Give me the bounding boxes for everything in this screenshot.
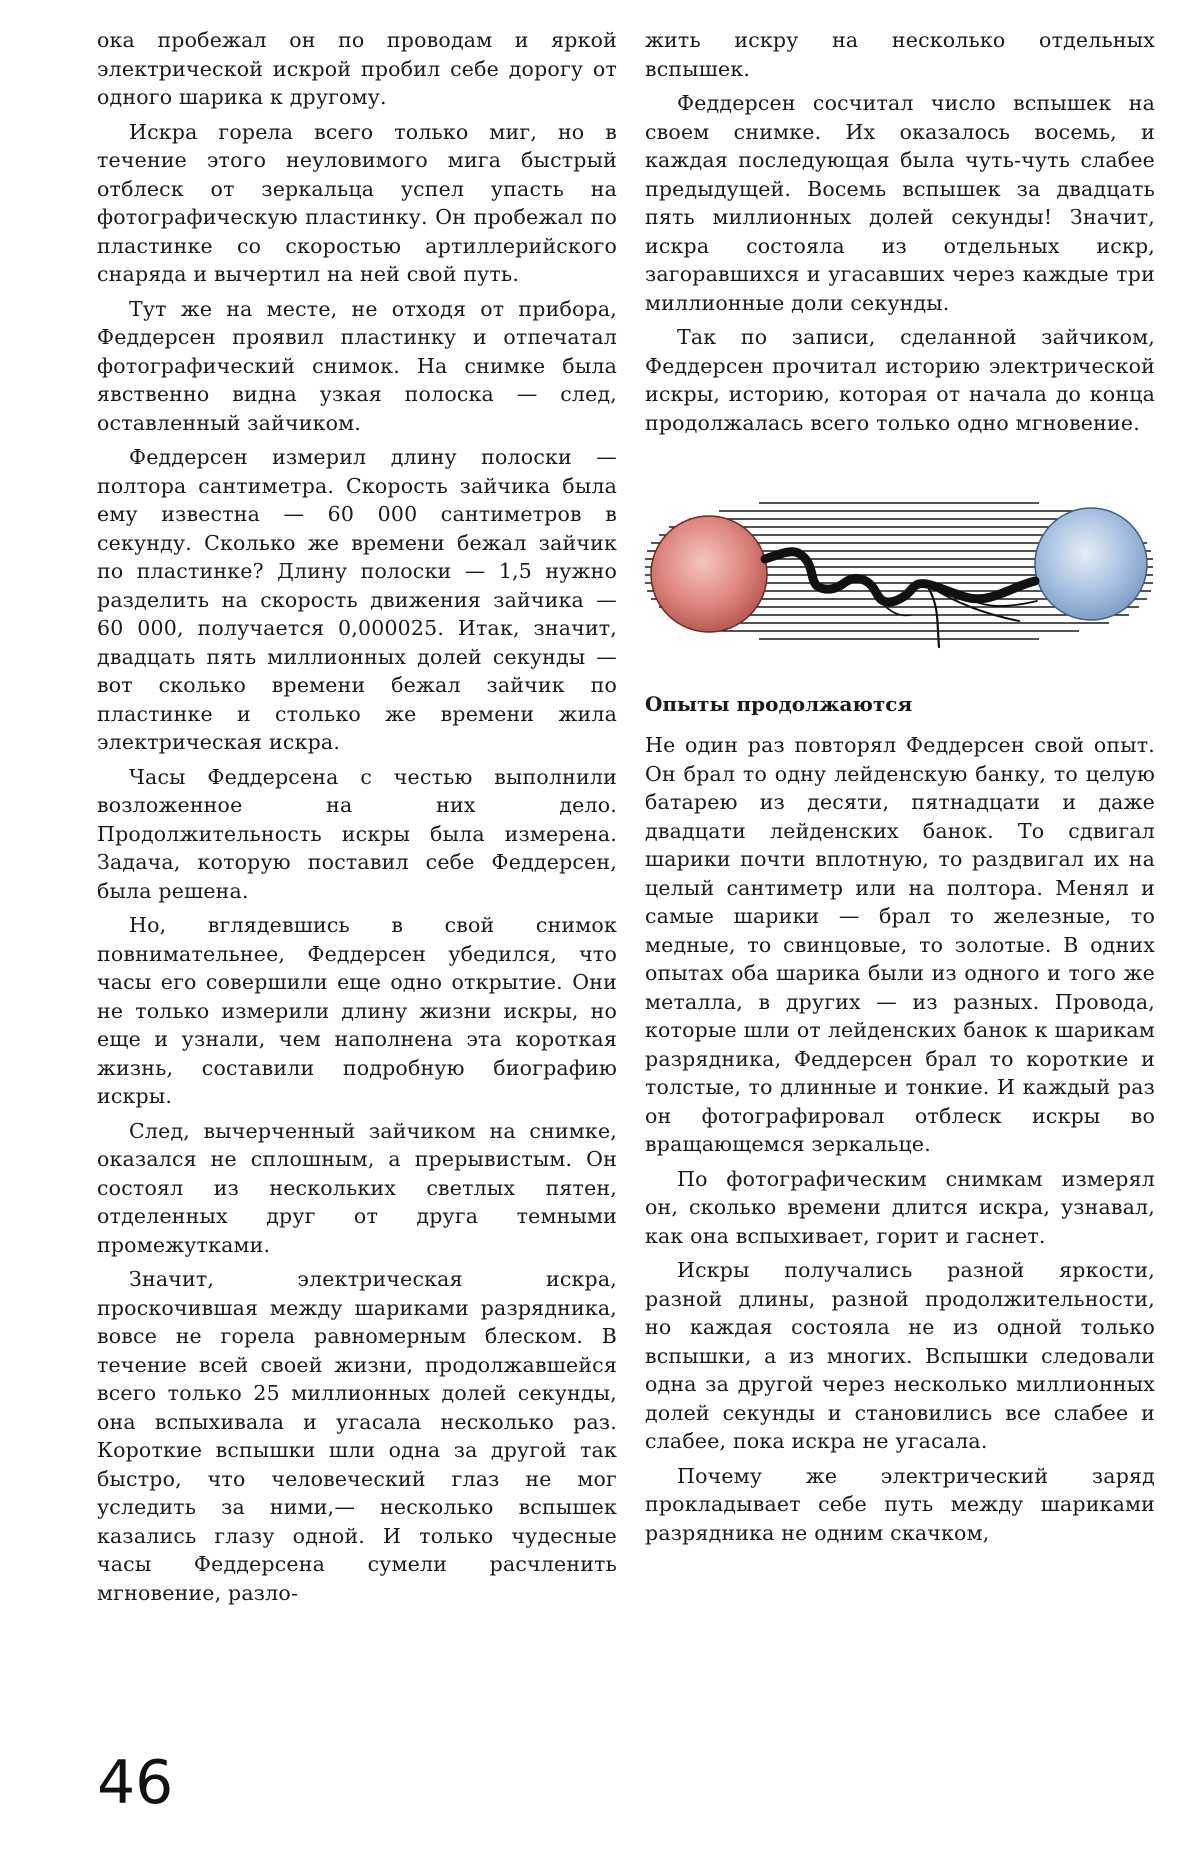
blue-ball xyxy=(1035,508,1147,620)
paragraph: ока пробежал он по проводам и яркой электрической искрой пробил себе дорогу от одного шарика к другому. xyxy=(97,28,617,109)
paragraph: По фотографическим снимкам измерял он, сколько времени длится искра, узнавал, как она вспыхивает, горит и гаснет. xyxy=(645,1166,1155,1248)
paragraph: След, вычерченный зайчиком на снимке, оказался не сплошным, а прерывистым. Он состоял из нескольких светлых пятен, отделенных друг от друга темными промежутками. xyxy=(97,1118,617,1257)
paragraph: Почему же электрический заряд прокладывает себе путь между шариками разрядника не одним скачком, xyxy=(645,1463,1155,1545)
right-column xyxy=(645,26,1155,1553)
paragraph: Часы Феддерсена с честью выполнили возложенное на них дело. Продолжительность искры была измерена. Задача, которую поставил себе Феддерсен, была решена. xyxy=(97,764,617,903)
spark-between-balls-illustration xyxy=(639,489,1159,669)
paragraph: жить искру на несколько отдельных вспышек. xyxy=(645,28,1155,81)
paragraph: Но, вглядевшись в свой снимок повнимательнее, Феддерсен убедился, что часы его совершили еще одно открытие. Они не только измерили длину жизни искры, но еще и узнали, чем наполнена эта короткая жизнь, составили подробную биографию искры. xyxy=(97,913,617,1108)
left-column xyxy=(97,26,617,1613)
paragraph: Феддерсен сосчитал число вспышек на своем снимке. Их оказалось восемь, и каждая последующая была чуть-чуть слабее предыдущей. Восемь вспышек за двадцать пять миллионных долей секунды! Значит, искра состояла из отдельных искр, загоравшихся и угасавших через каждые три миллионные доли секунды. xyxy=(645,91,1155,315)
paragraph: Феддерсен измерил длину полоски — полтора сантиметра. Скорость зайчика была ему известна — 60 000 сантиметров в секунду. Сколько же времени бежал зайчик по пластинке? Длину полоски — 1,5 нужно разделить на скорость движения зайчика — 60 000, получается 0,000025. Итак, значит, двадцать пять миллионных долей секунды — вот сколько времени бежал зайчик по пластинке и столько же времени жила электрическая искра. xyxy=(97,445,617,754)
paragraph: Искра горела всего только миг, но в течение этого неуловимого мига быстрый отблеск от зеркальца успел упасть на фотографическую пластинку. Он пробежал по пластинке со скоростью артиллерийского снаряда и вычертил на ней свой путь. xyxy=(97,119,617,286)
red-ball xyxy=(651,516,767,632)
paragraph: Искры получались разной яркости, разной длины, разной продолжительности, но каждая состояла не из одной только вспышки, а из многих. Вспышки следовали одна за другой через несколько миллионных долей секунды и становились все слабее и слабее, пока искра не угасала. xyxy=(645,1258,1155,1453)
section-heading: Опыты продолжаются xyxy=(645,692,913,716)
page-number: 46 xyxy=(97,1748,174,1818)
paragraph: Так по записи, сделанной зайчиком, Феддерсен прочитал историю электрической искры, историю, которая от начала до конца продолжалась всего только одно мгновение. xyxy=(645,325,1155,435)
paragraph: Тут же на месте, не отходя от прибора, Феддерсен проявил пластинку и отпечатал фотографический снимок. На снимке была явственно видна узкая полоска — след, оставленный зайчиком. xyxy=(97,296,617,435)
paragraph: Значит, электрическая искра, проскочившая между шариками разрядника, вовсе не горела равномерным блеском. В течение всей своей жизни, продолжавшейся всего только 25 миллионных долей секунды, она вспыхивала и угасала несколько раз. Короткие вспышки шли одна за другой так быстро, что человеческий глаз не мог уследить за ними,— несколько вспышек казались глазу одной. И только чудесные часы Феддерсена сумели расчленить мгновение, разло- xyxy=(97,1267,617,1605)
paragraph: Не один раз повторял Феддерсен свой опыт. Он брал то одну лейденскую банку, то целую батарею из десяти, пятнадцати и даже двадцати лейденских банок. То сдвигал шарики почти вплотную, то раздвигал их на целый сантиметр или на полтора. Менял и самые шарики — брал то железные, то медные, то свинцовые, то золотые. В одних опытах оба шарика были из одного и того же металла, в других — из разных. Провода, которые шли от лейденских банок к шарикам разрядника, Феддерсен брал то короткие и толстые, то длинные и тонкие. И каждый раз он фотографировал отблеск искры во вращающемся зеркальце. xyxy=(645,733,1155,1156)
